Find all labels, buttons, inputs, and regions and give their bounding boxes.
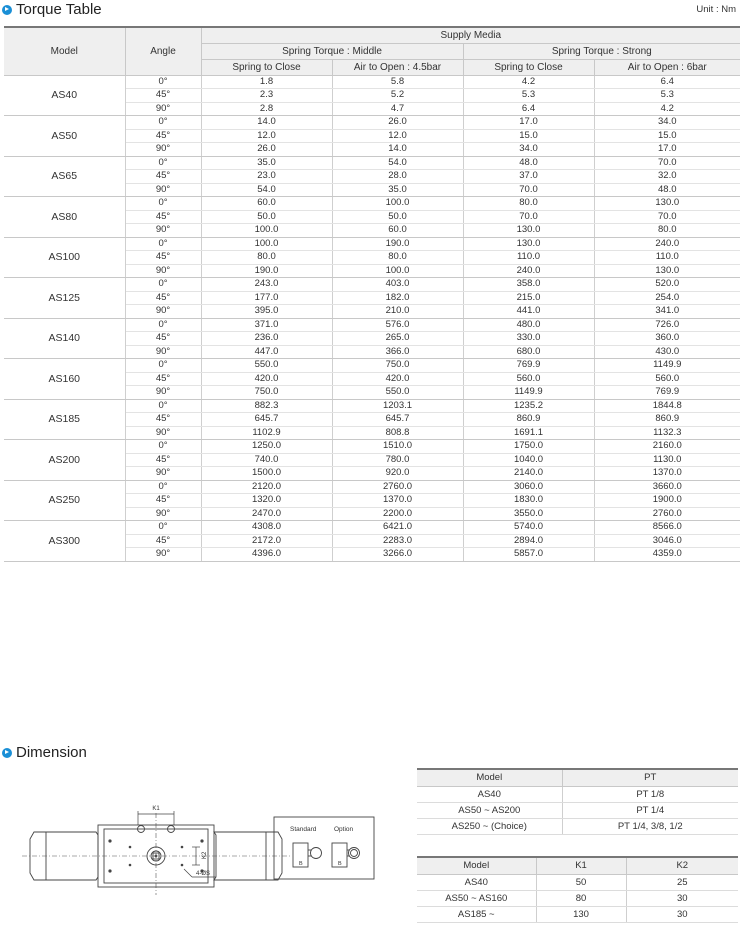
torque-value-cell: 60.0 xyxy=(332,224,463,238)
torque-value-cell: 15.0 xyxy=(594,129,740,143)
table-row xyxy=(4,399,740,413)
angle-cell: 90° xyxy=(125,386,201,400)
torque-value-cell: 5.3 xyxy=(594,89,740,103)
torque-value-cell: 3660.0 xyxy=(594,480,740,494)
torque-value-cell: 860.9 xyxy=(594,413,740,427)
torque-value-cell: 15.0 xyxy=(463,129,594,143)
torque-value-cell: 130.0 xyxy=(463,224,594,238)
torque-value-cell: 4.2 xyxy=(463,75,594,89)
torque-value-cell: 70.0 xyxy=(463,183,594,197)
torque-value-cell: 882.3 xyxy=(201,399,332,413)
table-row xyxy=(417,890,738,906)
torque-value-cell: 366.0 xyxy=(332,345,463,359)
angle-cell: 45° xyxy=(125,251,201,265)
dimension-title-text: Dimension xyxy=(16,744,87,761)
torque-value-cell: 210.0 xyxy=(332,305,463,319)
pt-value-cell: PT 1/8 xyxy=(562,786,738,802)
model-cell: AS185 xyxy=(4,399,125,440)
torque-value-cell: 182.0 xyxy=(332,291,463,305)
torque-value-cell: 358.0 xyxy=(463,278,594,292)
port-detail-box xyxy=(274,817,374,879)
torque-value-cell: 100.0 xyxy=(332,264,463,278)
angle-cell: 90° xyxy=(125,143,201,157)
angle-cell: 90° xyxy=(125,183,201,197)
torque-value-cell: 1149.9 xyxy=(594,359,740,373)
torque-table-title xyxy=(2,1,102,18)
angle-cell: 45° xyxy=(125,453,201,467)
torque-value-cell: 1830.0 xyxy=(463,494,594,508)
torque-value-cell: 920.0 xyxy=(332,467,463,481)
k2-value-cell: 25 xyxy=(626,874,738,890)
torque-value-cell: 2283.0 xyxy=(332,534,463,548)
torque-value-cell: 5.2 xyxy=(332,89,463,103)
torque-value-cell: 680.0 xyxy=(463,345,594,359)
torque-value-cell: 2760.0 xyxy=(594,507,740,521)
torque-value-cell: 80.0 xyxy=(332,251,463,265)
angle-cell: 0° xyxy=(125,480,201,494)
torque-value-cell: 4.7 xyxy=(332,102,463,116)
torque-value-cell: 1.8 xyxy=(201,75,332,89)
torque-value-cell: 447.0 xyxy=(201,345,332,359)
torque-value-cell: 215.0 xyxy=(463,291,594,305)
table-row xyxy=(417,818,738,834)
torque-value-cell: 5.3 xyxy=(463,89,594,103)
torque-value-cell: 35.0 xyxy=(332,183,463,197)
angle-cell: 0° xyxy=(125,237,201,251)
torque-value-cell: 70.0 xyxy=(463,210,594,224)
torque-value-cell: 645.7 xyxy=(201,413,332,427)
torque-value-cell: 341.0 xyxy=(594,305,740,319)
angle-cell: 45° xyxy=(125,413,201,427)
k-header-k2: K2 xyxy=(626,857,738,874)
torque-value-cell: 35.0 xyxy=(201,156,332,170)
torque-value-cell: 100.0 xyxy=(332,197,463,211)
torque-value-cell: 110.0 xyxy=(463,251,594,265)
torque-value-cell: 80.0 xyxy=(201,251,332,265)
k-dimension-table xyxy=(417,856,738,923)
table-row xyxy=(4,237,740,251)
torque-value-cell: 3550.0 xyxy=(463,507,594,521)
pt-model-cell: AS250 ~ (Choice) xyxy=(417,818,562,834)
torque-value-cell: 645.7 xyxy=(332,413,463,427)
pt-table xyxy=(417,768,738,835)
pt-header-model: Model xyxy=(417,769,562,786)
table-row xyxy=(417,906,738,922)
circle-arrow-bullet-icon xyxy=(2,748,12,758)
torque-value-cell: 243.0 xyxy=(201,278,332,292)
torque-value-cell: 60.0 xyxy=(201,197,332,211)
torque-value-cell: 550.0 xyxy=(201,359,332,373)
torque-value-cell: 6.4 xyxy=(594,75,740,89)
holes-label: 4-ØS xyxy=(196,871,211,877)
angle-cell: 90° xyxy=(125,426,201,440)
table-row xyxy=(4,440,740,454)
torque-value-cell: 236.0 xyxy=(201,332,332,346)
torque-value-cell: 3060.0 xyxy=(463,480,594,494)
k-model-cell: AS50 ~ AS160 xyxy=(417,890,536,906)
table-row xyxy=(4,318,740,332)
torque-value-cell: 420.0 xyxy=(332,372,463,386)
torque-value-cell: 34.0 xyxy=(594,116,740,130)
torque-value-cell: 360.0 xyxy=(594,332,740,346)
header-strong-air-to-open: Air to Open : 6bar xyxy=(594,59,740,75)
k1-label: K1 xyxy=(152,806,160,812)
torque-value-cell: 769.9 xyxy=(463,359,594,373)
torque-value-cell: 1500.0 xyxy=(201,467,332,481)
torque-value-cell: 726.0 xyxy=(594,318,740,332)
pt-header-pt: PT xyxy=(562,769,738,786)
angle-cell: 0° xyxy=(125,116,201,130)
torque-value-cell: 1040.0 xyxy=(463,453,594,467)
torque-value-cell: 254.0 xyxy=(594,291,740,305)
torque-value-cell: 403.0 xyxy=(332,278,463,292)
angle-cell: 45° xyxy=(125,332,201,346)
k1-value-cell: 130 xyxy=(536,906,626,922)
torque-value-cell: 2172.0 xyxy=(201,534,332,548)
torque-value-cell: 1130.0 xyxy=(594,453,740,467)
pt-model-cell: AS40 xyxy=(417,786,562,802)
torque-value-cell: 110.0 xyxy=(594,251,740,265)
header-strong-spring-to-close: Spring to Close xyxy=(463,59,594,75)
model-cell: AS250 xyxy=(4,480,125,521)
angle-cell: 90° xyxy=(125,102,201,116)
torque-value-cell: 100.0 xyxy=(201,237,332,251)
table-row xyxy=(4,197,740,211)
torque-value-cell: 4308.0 xyxy=(201,521,332,535)
angle-cell: 45° xyxy=(125,372,201,386)
torque-value-cell: 560.0 xyxy=(463,372,594,386)
torque-value-cell: 12.0 xyxy=(201,129,332,143)
option-label: Option xyxy=(334,826,354,833)
table-row xyxy=(4,116,740,130)
angle-cell: 0° xyxy=(125,521,201,535)
torque-value-cell: 8566.0 xyxy=(594,521,740,535)
torque-value-cell: 54.0 xyxy=(201,183,332,197)
torque-value-cell: 265.0 xyxy=(332,332,463,346)
torque-value-cell: 48.0 xyxy=(463,156,594,170)
angle-cell: 0° xyxy=(125,318,201,332)
angle-cell: 0° xyxy=(125,399,201,413)
table-row xyxy=(4,156,740,170)
torque-value-cell: 3046.0 xyxy=(594,534,740,548)
torque-value-cell: 1370.0 xyxy=(332,494,463,508)
torque-value-cell: 576.0 xyxy=(332,318,463,332)
angle-cell: 0° xyxy=(125,156,201,170)
torque-value-cell: 177.0 xyxy=(201,291,332,305)
torque-value-cell: 5.8 xyxy=(332,75,463,89)
angle-cell: 45° xyxy=(125,170,201,184)
k2-value-cell: 30 xyxy=(626,906,738,922)
header-spring-torque-strong: Spring Torque : Strong xyxy=(463,43,740,59)
model-cell: AS65 xyxy=(4,156,125,197)
angle-cell: 90° xyxy=(125,345,201,359)
torque-value-cell: 750.0 xyxy=(201,386,332,400)
pt-value-cell: PT 1/4, 3/8, 1/2 xyxy=(562,818,738,834)
torque-value-cell: 441.0 xyxy=(463,305,594,319)
angle-cell: 0° xyxy=(125,278,201,292)
model-cell: AS50 xyxy=(4,116,125,157)
k-header-k1: K1 xyxy=(536,857,626,874)
angle-cell: 90° xyxy=(125,507,201,521)
b-label-option: B xyxy=(338,861,342,867)
torque-value-cell: 3266.0 xyxy=(332,548,463,562)
torque-value-cell: 34.0 xyxy=(463,143,594,157)
standard-label: Standard xyxy=(290,826,317,833)
table-row xyxy=(417,802,738,818)
torque-value-cell: 4359.0 xyxy=(594,548,740,562)
torque-value-cell: 17.0 xyxy=(463,116,594,130)
torque-value-cell: 1370.0 xyxy=(594,467,740,481)
torque-value-cell: 2140.0 xyxy=(463,467,594,481)
torque-value-cell: 740.0 xyxy=(201,453,332,467)
torque-value-cell: 4396.0 xyxy=(201,548,332,562)
torque-value-cell: 420.0 xyxy=(201,372,332,386)
angle-cell: 45° xyxy=(125,210,201,224)
torque-value-cell: 50.0 xyxy=(332,210,463,224)
torque-value-cell: 37.0 xyxy=(463,170,594,184)
torque-value-cell: 808.8 xyxy=(332,426,463,440)
torque-value-cell: 48.0 xyxy=(594,183,740,197)
k2-label: K2 xyxy=(202,851,208,859)
torque-value-cell: 14.0 xyxy=(201,116,332,130)
torque-value-cell: 1750.0 xyxy=(463,440,594,454)
torque-value-cell: 480.0 xyxy=(463,318,594,332)
model-cell: AS200 xyxy=(4,440,125,481)
torque-value-cell: 2160.0 xyxy=(594,440,740,454)
torque-value-cell: 26.0 xyxy=(332,116,463,130)
torque-value-cell: 23.0 xyxy=(201,170,332,184)
torque-value-cell: 70.0 xyxy=(594,156,740,170)
model-cell: AS140 xyxy=(4,318,125,359)
torque-value-cell: 80.0 xyxy=(463,197,594,211)
torque-value-cell: 2.8 xyxy=(201,102,332,116)
torque-value-cell: 50.0 xyxy=(201,210,332,224)
torque-value-cell: 1320.0 xyxy=(201,494,332,508)
actuator-dimension-drawing xyxy=(20,795,380,915)
table-row xyxy=(417,874,738,890)
torque-value-cell: 330.0 xyxy=(463,332,594,346)
torque-value-cell: 130.0 xyxy=(463,237,594,251)
model-cell: AS160 xyxy=(4,359,125,400)
angle-cell: 90° xyxy=(125,264,201,278)
dimension-title xyxy=(2,744,87,761)
torque-value-cell: 1250.0 xyxy=(201,440,332,454)
table-row xyxy=(4,278,740,292)
angle-cell: 45° xyxy=(125,89,201,103)
angle-cell: 90° xyxy=(125,305,201,319)
b-label-standard: B xyxy=(299,861,303,867)
k-header-model: Model xyxy=(417,857,536,874)
torque-value-cell: 2200.0 xyxy=(332,507,463,521)
angle-cell: 0° xyxy=(125,440,201,454)
torque-value-cell: 130.0 xyxy=(594,197,740,211)
torque-value-cell: 371.0 xyxy=(201,318,332,332)
torque-value-cell: 4.2 xyxy=(594,102,740,116)
torque-value-cell: 1900.0 xyxy=(594,494,740,508)
model-cell: AS100 xyxy=(4,237,125,278)
torque-table xyxy=(4,26,740,562)
torque-value-cell: 520.0 xyxy=(594,278,740,292)
torque-value-cell: 240.0 xyxy=(594,237,740,251)
torque-value-cell: 32.0 xyxy=(594,170,740,184)
torque-value-cell: 1132.3 xyxy=(594,426,740,440)
angle-cell: 45° xyxy=(125,129,201,143)
torque-value-cell: 1844.8 xyxy=(594,399,740,413)
torque-value-cell: 6421.0 xyxy=(332,521,463,535)
torque-value-cell: 12.0 xyxy=(332,129,463,143)
model-cell: AS300 xyxy=(4,521,125,562)
torque-value-cell: 560.0 xyxy=(594,372,740,386)
angle-cell: 45° xyxy=(125,291,201,305)
angle-cell: 45° xyxy=(125,494,201,508)
pt-value-cell: PT 1/4 xyxy=(562,802,738,818)
torque-value-cell: 190.0 xyxy=(332,237,463,251)
table-row xyxy=(4,521,740,535)
torque-value-cell: 1510.0 xyxy=(332,440,463,454)
header-angle: Angle xyxy=(125,27,201,75)
torque-value-cell: 240.0 xyxy=(463,264,594,278)
torque-value-cell: 5857.0 xyxy=(463,548,594,562)
header-spring-torque-middle: Spring Torque : Middle xyxy=(201,43,463,59)
torque-value-cell: 5740.0 xyxy=(463,521,594,535)
torque-value-cell: 17.0 xyxy=(594,143,740,157)
angle-cell: 90° xyxy=(125,548,201,562)
pt-model-cell: AS50 ~ AS200 xyxy=(417,802,562,818)
angle-cell: 0° xyxy=(125,359,201,373)
torque-value-cell: 2470.0 xyxy=(201,507,332,521)
k-model-cell: AS185 ~ xyxy=(417,906,536,922)
header-middle-air-to-open: Air to Open : 4.5bar xyxy=(332,59,463,75)
torque-value-cell: 14.0 xyxy=(332,143,463,157)
angle-cell: 45° xyxy=(125,534,201,548)
torque-value-cell: 80.0 xyxy=(594,224,740,238)
table-row xyxy=(4,480,740,494)
model-cell: AS40 xyxy=(4,75,125,116)
angle-cell: 0° xyxy=(125,197,201,211)
k1-value-cell: 50 xyxy=(536,874,626,890)
torque-value-cell: 70.0 xyxy=(594,210,740,224)
k-model-cell: AS40 xyxy=(417,874,536,890)
table-row xyxy=(4,359,740,373)
torque-value-cell: 780.0 xyxy=(332,453,463,467)
angle-cell: 90° xyxy=(125,224,201,238)
angle-cell: 90° xyxy=(125,467,201,481)
torque-value-cell: 1203.1 xyxy=(332,399,463,413)
torque-value-cell: 26.0 xyxy=(201,143,332,157)
dimension-lines xyxy=(138,811,216,877)
torque-value-cell: 769.9 xyxy=(594,386,740,400)
table-row xyxy=(4,75,740,89)
angle-cell: 0° xyxy=(125,75,201,89)
torque-value-cell: 750.0 xyxy=(332,359,463,373)
torque-value-cell: 2894.0 xyxy=(463,534,594,548)
torque-table-title-text: Torque Table xyxy=(16,1,102,18)
model-cell: AS80 xyxy=(4,197,125,238)
torque-value-cell: 550.0 xyxy=(332,386,463,400)
header-middle-spring-to-close: Spring to Close xyxy=(201,59,332,75)
model-cell: AS125 xyxy=(4,278,125,319)
k2-value-cell: 30 xyxy=(626,890,738,906)
torque-value-cell: 100.0 xyxy=(201,224,332,238)
torque-value-cell: 395.0 xyxy=(201,305,332,319)
torque-value-cell: 2.3 xyxy=(201,89,332,103)
torque-value-cell: 2120.0 xyxy=(201,480,332,494)
torque-value-cell: 860.9 xyxy=(463,413,594,427)
torque-value-cell: 130.0 xyxy=(594,264,740,278)
torque-value-cell: 2760.0 xyxy=(332,480,463,494)
torque-value-cell: 1235.2 xyxy=(463,399,594,413)
circle-arrow-bullet-icon xyxy=(2,5,12,15)
torque-value-cell: 28.0 xyxy=(332,170,463,184)
torque-value-cell: 54.0 xyxy=(332,156,463,170)
header-model: Model xyxy=(4,27,125,75)
torque-value-cell: 190.0 xyxy=(201,264,332,278)
torque-value-cell: 1691.1 xyxy=(463,426,594,440)
torque-value-cell: 1102.9 xyxy=(201,426,332,440)
torque-value-cell: 6.4 xyxy=(463,102,594,116)
torque-value-cell: 1149.9 xyxy=(463,386,594,400)
header-supply-media: Supply Media xyxy=(201,27,740,43)
table-row xyxy=(417,786,738,802)
k1-value-cell: 80 xyxy=(536,890,626,906)
torque-value-cell: 430.0 xyxy=(594,345,740,359)
unit-label: Unit : Nm xyxy=(696,4,736,15)
